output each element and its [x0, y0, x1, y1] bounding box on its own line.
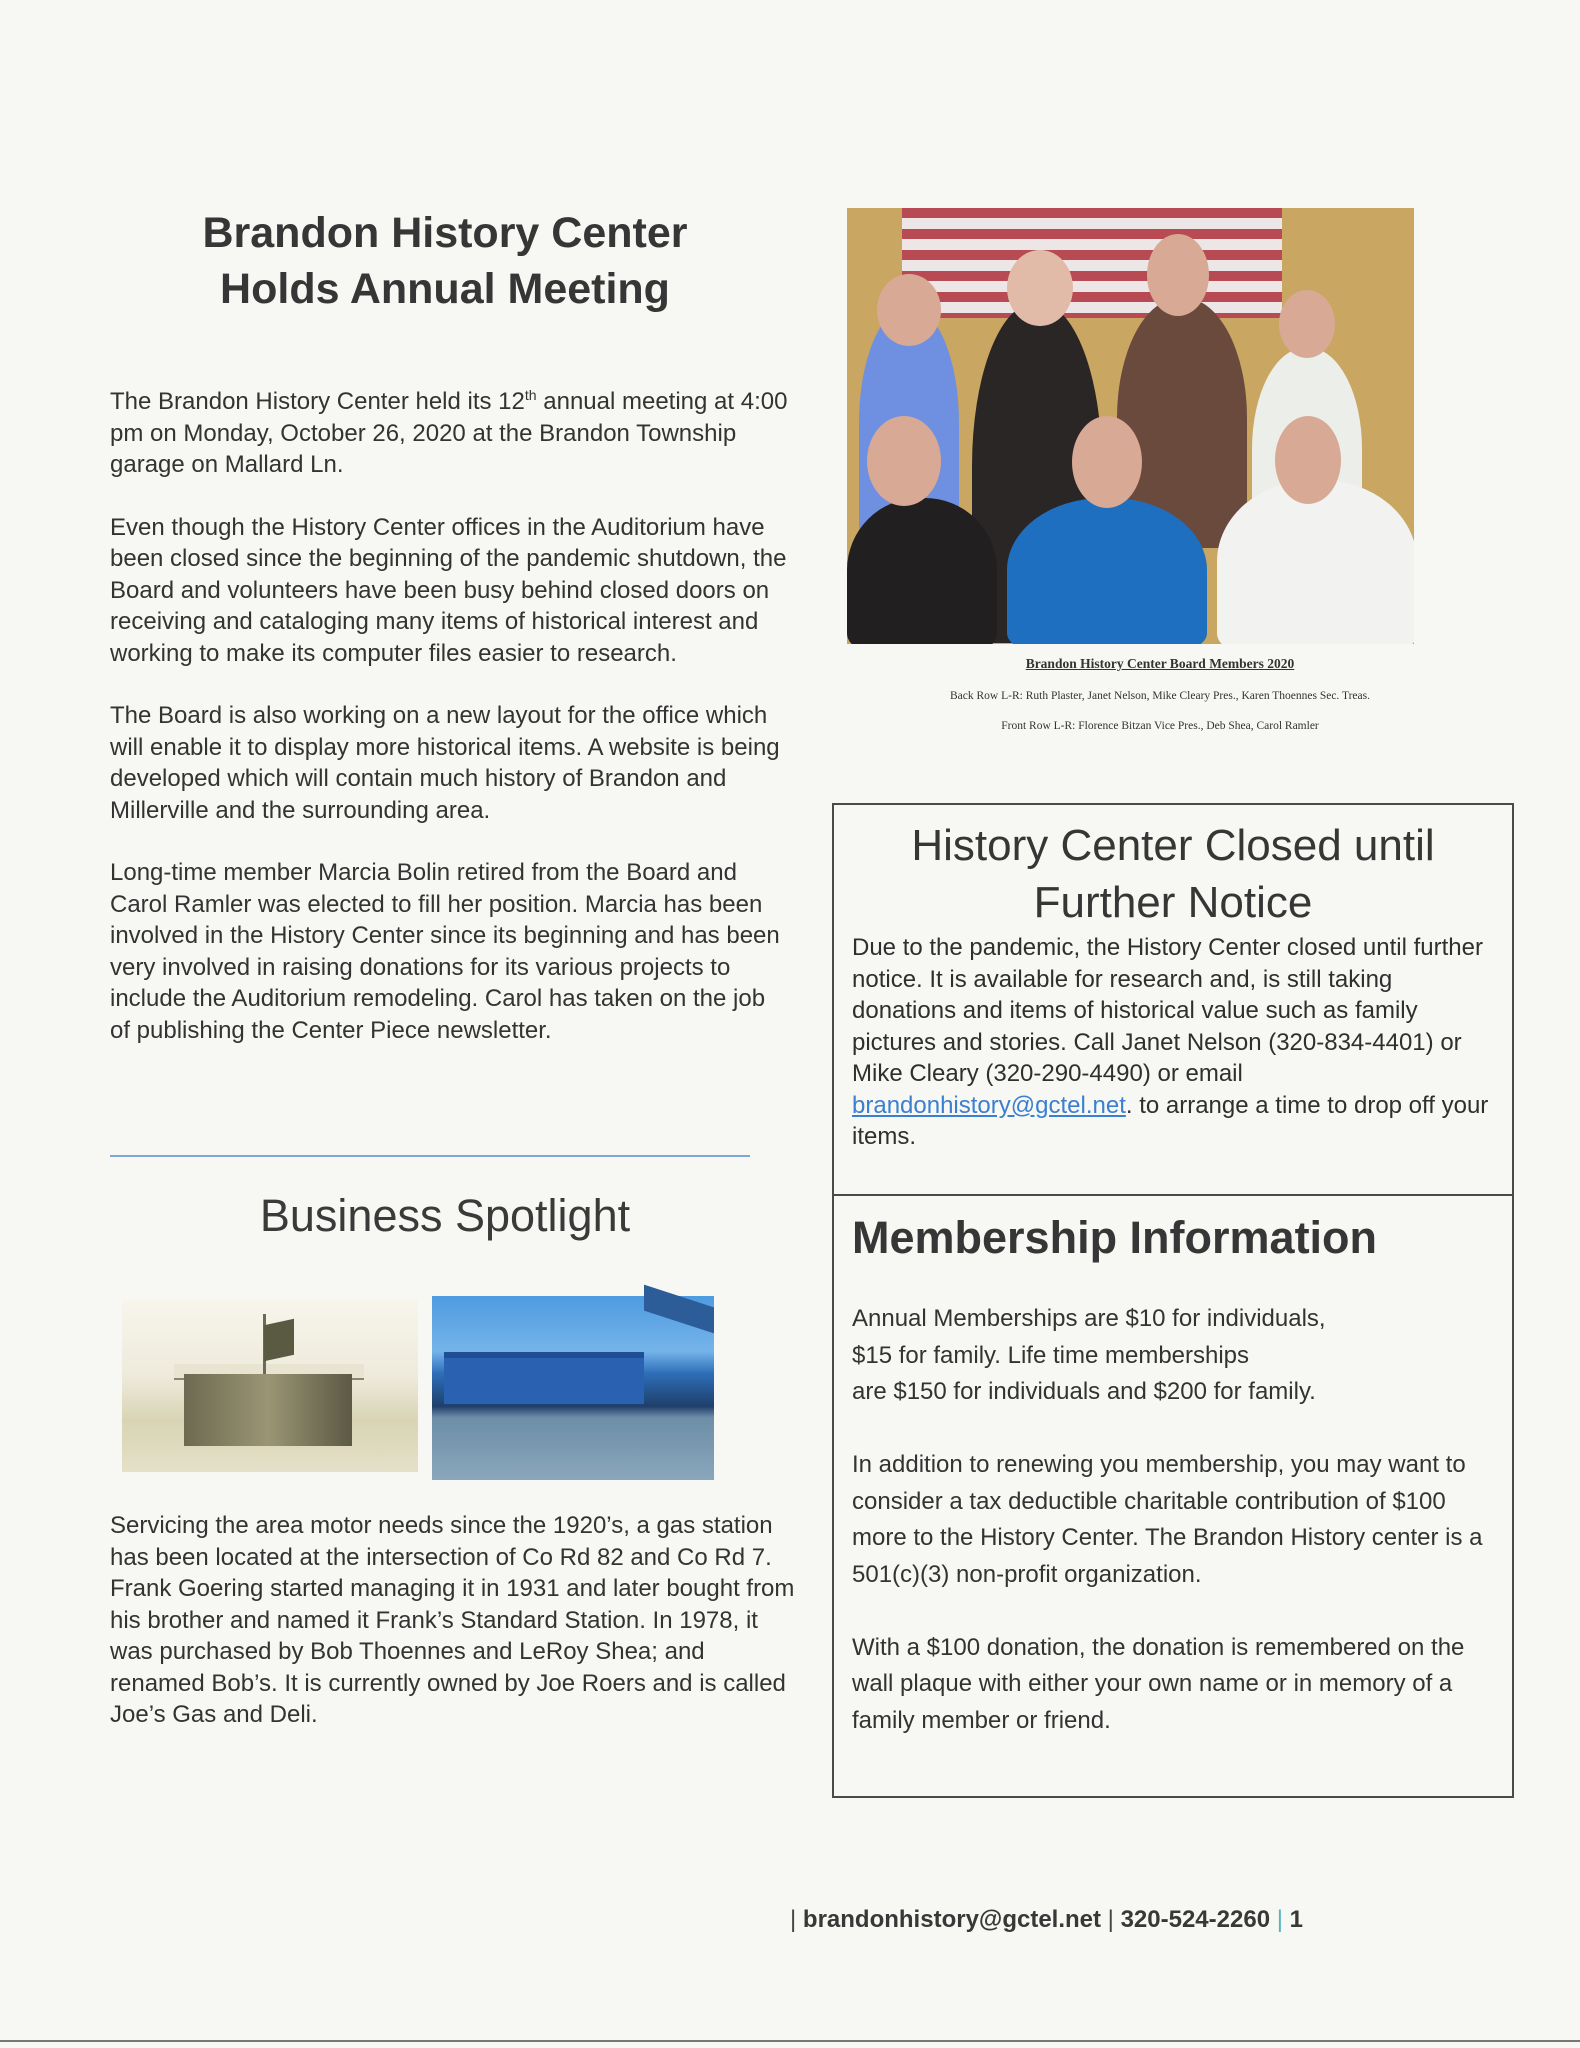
membership-rates: [852, 1301, 1502, 1411]
closed-notice-heading: [834, 817, 1512, 931]
headline-line-2: Holds Annual Meeting: [220, 265, 670, 313]
membership-text: [852, 1301, 1502, 1776]
footer-email: brandonhistory@gctel.net: [802, 1906, 1101, 1933]
footer-phone: 320-524-2260: [1120, 1906, 1271, 1933]
photo-sign-shape: [264, 1319, 294, 1361]
article-paragraph-3: The Board is also working on a new layout for the office which will enable it to display more historical items. A website is being developed which will contain much history of Brandon and Millerville and the surrounding area.: [110, 702, 780, 824]
person-head-shape: [1147, 234, 1209, 316]
photo-caption: [840, 656, 1480, 750]
spotlight-body: Servicing the area motor needs since the 1920’s, a gas station has been located at the intersection of Co Rd 82 and Co Rd 7. Frank Goering started managing it in 1931 and later bought from his brother and named it Frank’s Standard Station. In 1978, it was purchased by Bob Thoennes and LeRoy Shea; and renamed Bob’s. It is currently owned by Joe Roers and is called Joe’s Gas and Deli.: [110, 1512, 795, 1728]
board-members-photo: [847, 208, 1414, 644]
photo-building-shape: [444, 1352, 644, 1404]
person-head-shape: [1275, 416, 1341, 504]
article-paragraph-1: [110, 380, 790, 481]
current-gas-station-photo: [432, 1296, 714, 1480]
article-body: [110, 380, 790, 1077]
email-link[interactable]: brandonhistory@gctel.net: [852, 1091, 1126, 1119]
membership-heading: Membership Information: [852, 1212, 1378, 1263]
page-number: 1: [1289, 1906, 1303, 1933]
section-divider: [110, 1155, 750, 1157]
photo-canopy-shape: [644, 1285, 714, 1334]
person-head-shape: [877, 274, 941, 346]
paragraph-text: The Brandon History Center held its 12: [110, 388, 525, 415]
rate-line: Annual Memberships are $10 for individuals,: [852, 1305, 1326, 1332]
historic-gas-station-photo: [122, 1300, 418, 1472]
rate-line: are $150 for individuals and $200 for family.: [852, 1378, 1316, 1405]
membership-donation-info: In addition to renewing you membership, you may want to consider a tax deductible charitable contribution of $100 more to the History Center. The Brandon History center is a 501(c)(3) non-profit organization.: [852, 1451, 1483, 1588]
footer-separator: |: [790, 1906, 797, 1933]
rate-line: $15 for family. Life time memberships: [852, 1341, 1250, 1369]
page-footer: [790, 1906, 1303, 1934]
american-flag-shape: [902, 208, 1282, 318]
heading-line-1: History Center Closed until: [911, 821, 1435, 870]
paragraph-text: annual meeting at 4:00 pm on Monday, October 26, 2020 at the Brandon Township garage on Mallard Ln.: [110, 388, 788, 478]
membership-plaque-info: With a $100 donation, the donation is remembered on the wall plaque with either your own name or in memory of a family member or friend.: [852, 1633, 1465, 1734]
notice-text: Due to the pandemic, the History Center closed until further notice. It is available for research and, is still taking donations and items of historical value such as family pictures and stories. Call Janet Nelson (320-834-4401) or Mike Cleary (320-290-4490) or email: [852, 934, 1483, 1087]
caption-front-row: Front Row L-R: Florence Bitzan Vice Pres., Deb Shea, Carol Ramler: [1001, 720, 1319, 732]
closed-notice-text: [852, 932, 1502, 1153]
person-head-shape: [1072, 416, 1142, 508]
headline-line-1: Brandon History Center: [202, 209, 688, 257]
article-paragraph-2: Even though the History Center offices in the Auditorium have been closed since the beginning of the pandemic shutdown, the Board and volunteers have been busy behind closed doors on receiving and cataloging many items of historical interest and working to make its computer files easier to research.: [110, 513, 787, 667]
person-head-shape: [1007, 250, 1073, 326]
footer-separator: |: [1107, 1906, 1114, 1933]
membership-box: [832, 1194, 1514, 1798]
closed-notice-box: [832, 803, 1514, 1196]
person-shape: [847, 498, 997, 644]
notice-text: . to arrange a time to drop off your items.: [852, 1091, 1489, 1150]
ordinal-suffix: th: [524, 387, 537, 403]
photo-building-shape: [184, 1374, 352, 1446]
footer-separator: |: [1276, 1906, 1283, 1933]
person-head-shape: [867, 416, 941, 506]
person-head-shape: [1279, 290, 1335, 358]
article-paragraph-4: Long-time member Marcia Bolin retired from the Board and Carol Ramler was elected to fill her position. Marcia has been involved in the History Center since its beginning and has been very involved in raising donations for its various projects to include the Auditorium remodeling. Carol has taken on the job of publishing the Center Piece newsletter.: [110, 859, 780, 1044]
caption-back-row: Back Row L-R: Ruth Plaster, Janet Nelson, Mike Cleary Pres., Karen Thoennes Sec. Treas.: [950, 690, 1370, 702]
page-edge-line: [0, 2040, 1580, 2042]
spotlight-heading: Business Spotlight: [259, 1190, 631, 1241]
person-shape: [1217, 480, 1414, 644]
caption-title: Brandon History Center Board Members 2020: [1025, 656, 1295, 671]
person-shape: [1007, 498, 1207, 644]
heading-line-2: Further Notice: [1033, 878, 1313, 927]
article-headline: [110, 205, 780, 317]
